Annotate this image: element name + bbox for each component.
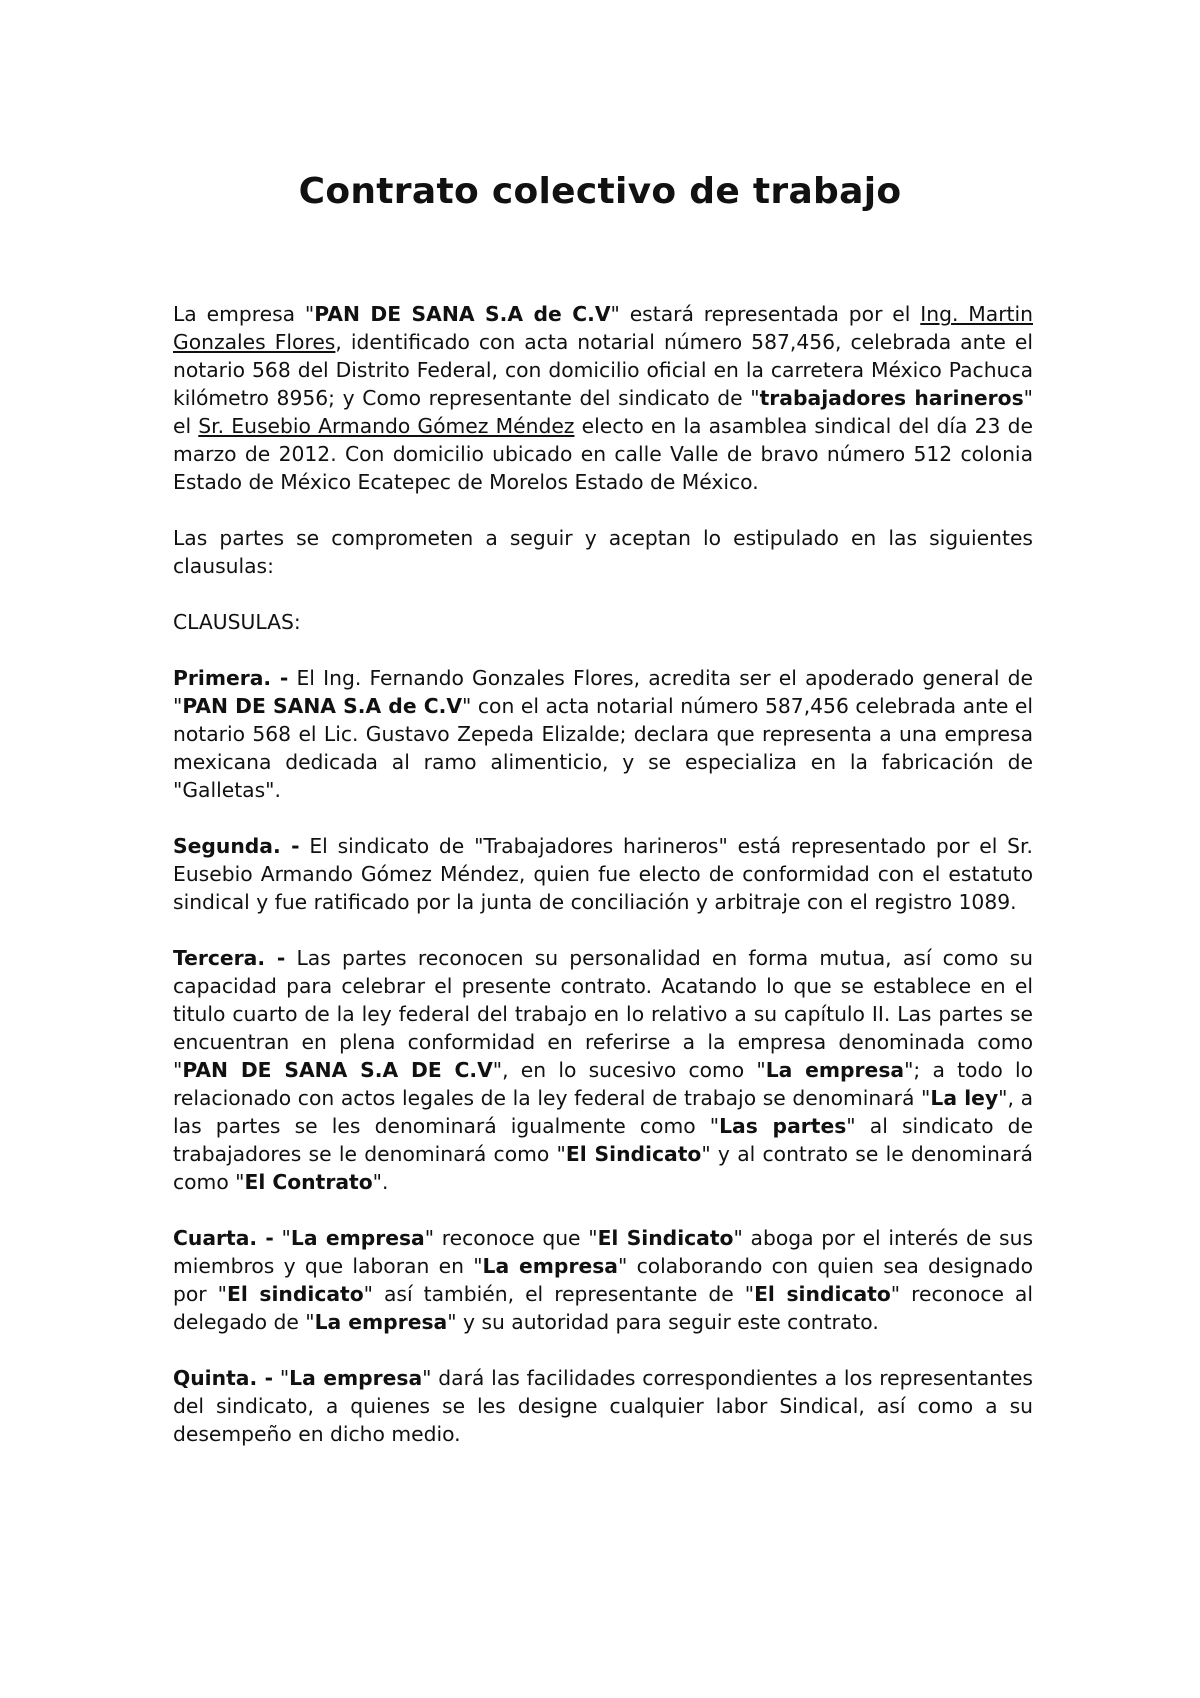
clause-cuarta-bold-3: La empresa — [482, 1254, 618, 1278]
clause-tercera-text-7: ". — [372, 1170, 389, 1194]
clause-primera-company: PAN DE SANA S.A de C.V — [182, 694, 463, 718]
intro-text-1: La empresa " — [173, 302, 315, 326]
clause-cuarta-text-6: " reconoce al delegado de " — [173, 1282, 1033, 1334]
clause-cuarta-text-7: " y su autoridad para seguir este contrato. — [447, 1310, 879, 1334]
clause-primera-text-2: " con el acta notarial número 587,456 celebrada ante el notario 568 el Lic. Gustavo Zepeda Elizalde; declara que representa a una empresa mexicana dedicada al ramo alimenticio, y se especializa en la fabricación de "Galletas". — [173, 694, 1033, 802]
clause-quinta-label: Quinta. - — [173, 1366, 274, 1390]
union-representative: Sr. Eusebio Armando Gómez Méndez — [198, 414, 575, 438]
clause-cuarta-text-1: " — [273, 1226, 291, 1250]
clause-cuarta-bold-1: La empresa — [290, 1226, 425, 1250]
clause-tercera — [173, 944, 1033, 1196]
clause-tercera-bold-5: El Sindicato — [565, 1142, 702, 1166]
clause-tercera-bold-2: La empresa — [765, 1058, 905, 1082]
intro-text-4: " el — [173, 386, 1033, 438]
intro-text-2: " estará representada por el — [610, 302, 921, 326]
clause-tercera-bold-4: Las partes — [719, 1114, 847, 1138]
clause-cuarta-text-3: " aboga por el interés de sus miembros y que laboran en " — [173, 1226, 1034, 1278]
document-body — [173, 300, 1033, 1476]
clause-segunda — [173, 832, 1033, 916]
clause-quinta — [173, 1364, 1033, 1448]
clause-cuarta-bold-4: El sindicato — [226, 1282, 364, 1306]
clause-tercera-text-4: ", a las partes se les denominará igualmente como " — [173, 1086, 1033, 1138]
clause-tercera-text-5: " al sindicato de trabajadores se le denominará como " — [173, 1114, 1033, 1166]
clause-quinta-bold-1: La empresa — [289, 1366, 423, 1390]
clause-tercera-text-3: "; a todo lo relacionado con actos legales de la ley federal de trabajo se denominará " — [173, 1058, 1033, 1110]
clause-primera — [173, 664, 1033, 804]
clause-cuarta — [173, 1224, 1033, 1336]
clause-cuarta-bold-2: El Sindicato — [597, 1226, 734, 1250]
clause-cuarta-text-5: " así también, el representante de " — [363, 1282, 755, 1306]
clause-cuarta-bold-6: La empresa — [314, 1310, 448, 1334]
company-name: PAN DE SANA S.A de C.V — [314, 302, 611, 326]
intro-text-3: , identificado con acta notarial número 587,456, celebrada ante el notario 568 del Distrito Federal, con domicilio oficial en la carretera México Pachuca kilómetro 8956; y Como representante del sindicato de " — [173, 330, 1034, 410]
document-title: Contrato colectivo de trabajo — [298, 171, 902, 212]
clause-tercera-text-1: Las partes reconocen su personalidad en forma mutua, así como su capacidad para celebrar el presente contrato. Acatando lo que se establece en el titulo cuarto de la ley federal del trabajo en lo relativo a su capítulo II. Las partes se encuentran en plena conformidad en referirse a la empresa denominada como " — [173, 946, 1033, 1082]
clauses-heading: CLAUSULAS: — [173, 610, 301, 634]
clause-cuarta-label: Cuarta. - — [173, 1226, 274, 1250]
clause-cuarta-text-2: " reconoce que " — [424, 1226, 598, 1250]
clause-cuarta-text-4: " colaborando con quien sea designado por " — [173, 1254, 1034, 1306]
agreement-paragraph: Las partes se comprometen a seguir y aceptan lo estipulado en las siguientes clausulas: — [173, 526, 1033, 578]
intro-text-5: electo en la asamblea sindical del día 23 de marzo de 2012. Con domicilio ubicado en calle Valle de bravo número 512 colonia Estado de México Ecatepec de Morelos Estado de México. — [173, 414, 1033, 494]
clause-tercera-text-6: " y al contrato se le denominará como " — [173, 1142, 1033, 1194]
clause-segunda-label: Segunda. - — [173, 834, 300, 858]
clause-tercera-text-2: ", en lo sucesivo como " — [492, 1058, 766, 1082]
clause-segunda-text: El sindicato de "Trabajadores harineros" está representado por el Sr. Eusebio Armando Gómez Méndez, quien fue electo de conformidad con el estatuto sindical y fue ratificado por la junta de conciliación y arbitraje con el registro 1089. — [173, 834, 1033, 914]
clause-primera-label: Primera. - — [173, 666, 289, 690]
union-name: trabajadores harineros — [759, 386, 1024, 410]
company-representative: Ing. Martin Gonzales Flores — [173, 302, 1033, 354]
clause-quinta-text-1: " — [273, 1366, 290, 1390]
clause-tercera-bold-3: La ley — [930, 1086, 999, 1110]
clause-primera-text-1: El Ing. Fernando Gonzales Flores, acredita ser el apoderado general de " — [173, 666, 1033, 718]
clause-cuarta-bold-5: El sindicato — [754, 1282, 891, 1306]
clause-tercera-bold-6: El Contrato — [244, 1170, 373, 1194]
clause-quinta-text-2: " dará las facilidades correspondientes a los representantes del sindicato, a quienes se les designe cualquier labor Sindical, así como a su desempeño en dicho medio. — [173, 1366, 1033, 1446]
intro-paragraph — [173, 300, 1033, 496]
clause-tercera-bold-1: PAN DE SANA S.A DE C.V — [182, 1058, 493, 1082]
clause-tercera-label: Tercera. - — [173, 946, 286, 970]
